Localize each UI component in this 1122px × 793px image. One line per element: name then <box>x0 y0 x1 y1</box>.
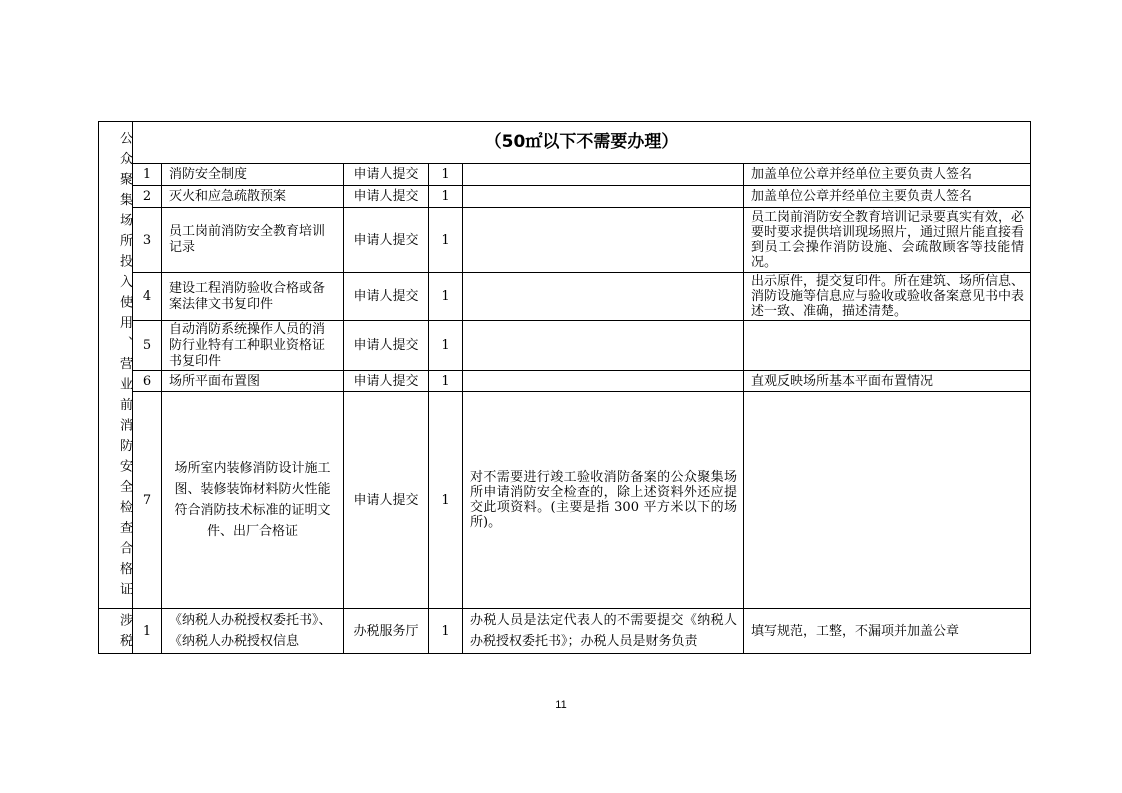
cell-material: 员工岗前消防安全教育培训记录 <box>162 208 344 273</box>
cell-source: 申请人提交 <box>344 371 429 392</box>
requirements-table <box>98 121 1031 654</box>
cell-note <box>463 208 744 273</box>
cell-source: 申请人提交 <box>344 208 429 273</box>
cell-material: 建设工程消防验收合格或备案法律文书复印件 <box>162 273 344 321</box>
cell-copies: 1 <box>429 321 463 371</box>
cell-requirement <box>744 321 1031 371</box>
cell-no: 4 <box>133 273 162 321</box>
cell-no: 1 <box>133 609 162 654</box>
cell-no: 6 <box>133 371 162 392</box>
cell-requirement: 员工岗前消防安全教育培训记录要真实有效，必要时要求提供培训现场照片，通过照片能直接看到员工会操作消防设施、会疏散顾客等技能情况。 <box>744 208 1031 273</box>
cell-copies: 1 <box>429 371 463 392</box>
page-number: 11 <box>555 699 567 711</box>
cell-note <box>463 371 744 392</box>
cell-note <box>463 164 744 186</box>
cell-source: 申请人提交 <box>344 321 429 371</box>
cell-no: 1 <box>133 164 162 186</box>
cell-requirement: 出示原件，提交复印件。所在建筑、场所信息、消防设施等信息应与验收或验收备案意见书中表述一致、准确，描述清楚。 <box>744 273 1031 321</box>
cell-note <box>463 321 744 371</box>
cell-source: 申请人提交 <box>344 273 429 321</box>
cell-copies: 1 <box>429 208 463 273</box>
cell-source: 申请人提交 <box>344 164 429 186</box>
cell-copies: 1 <box>429 392 463 609</box>
section-label-tax: 涉税 <box>99 609 133 654</box>
cell-note <box>463 186 744 208</box>
cell-material: 自动消防系统操作人员的消防行业特有工种职业资格证书复印件 <box>162 321 344 371</box>
cell-requirement: 填写规范，工整，不漏项并加盖公章 <box>744 609 1031 654</box>
cell-requirement: 加盖单位公章并经单位主要负责人签名 <box>744 164 1031 186</box>
cell-requirement <box>744 392 1031 609</box>
cell-source: 申请人提交 <box>344 186 429 208</box>
cell-material: 场所室内装修消防设计施工图、装修装饰材料防火性能符合消防技术标准的证明文件、出厂合格证 <box>162 392 344 609</box>
cell-material: 消防安全制度 <box>162 164 344 186</box>
cell-requirement: 加盖单位公章并经单位主要负责人签名 <box>744 186 1031 208</box>
cell-note <box>463 273 744 321</box>
cell-material: 灭火和应急疏散预案 <box>162 186 344 208</box>
cell-note: 办税人员是法定代表人的不需要提交《纳税人办税授权委托书》；办税人员是财务负责 <box>463 609 744 654</box>
section-label-fire-safety: 公众聚集场所投入使用、营业前消防安全检查合格证 <box>99 122 133 609</box>
section-header: （50㎡以下不需要办理） <box>133 122 1031 164</box>
cell-requirement: 直观反映场所基本平面布置情况 <box>744 371 1031 392</box>
cell-no: 5 <box>133 321 162 371</box>
cell-copies: 1 <box>429 609 463 654</box>
cell-copies: 1 <box>429 273 463 321</box>
cell-note: 对不需要进行竣工验收消防备案的公众聚集场所申请消防安全检查的，除上述资料外还应提交此项资料。(主要是指 300 平方米以下的场所)。 <box>463 392 744 609</box>
cell-material: 场所平面布置图 <box>162 371 344 392</box>
cell-no: 2 <box>133 186 162 208</box>
cell-no: 3 <box>133 208 162 273</box>
cell-source: 申请人提交 <box>344 392 429 609</box>
cell-material: 《纳税人办税授权委托书》、《纳税人办税授权信息 <box>162 609 344 654</box>
cell-source: 办税服务厅 <box>344 609 429 654</box>
cell-no: 7 <box>133 392 162 609</box>
cell-copies: 1 <box>429 164 463 186</box>
cell-copies: 1 <box>429 186 463 208</box>
